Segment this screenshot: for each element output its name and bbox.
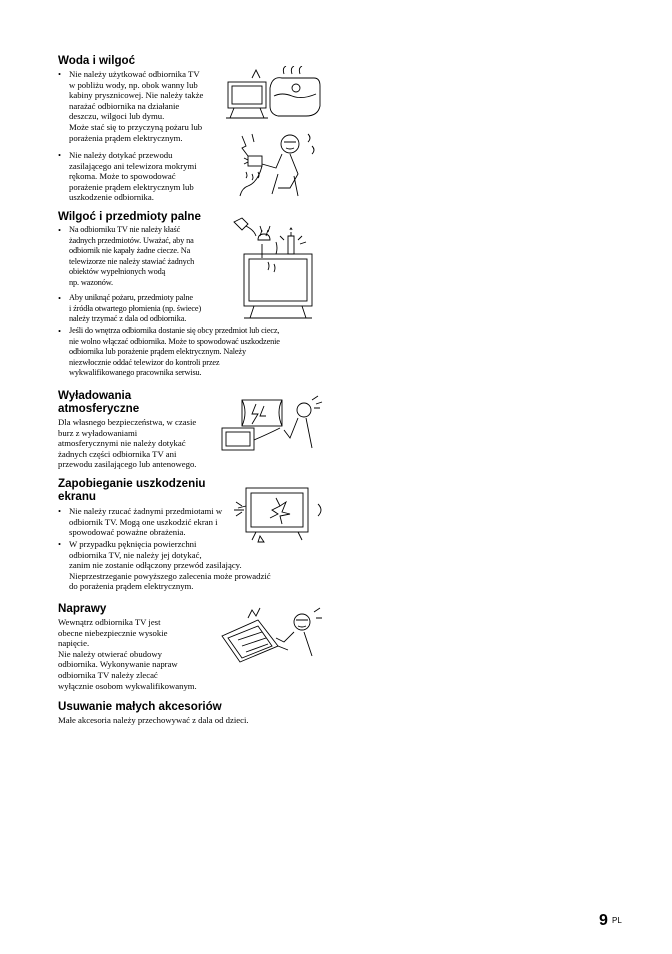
lightning-paragraph: Dla własnego bezpieczeństwa, w czasie burz z wyładowaniami atmosferycznymi nie należy dotykać żadnych części odbiornika TV ani przewodu zasilającego lub antenowego. xyxy=(58,417,197,470)
language-code: PL xyxy=(612,916,622,925)
storm-tv-illustration xyxy=(218,394,324,458)
list-item xyxy=(58,69,233,143)
list-item-text: W przypadku pęknięcia powierzchni odbiornika TV, nie należy jej dotykać, zanim nie zostanie odłączony przewód zasilający. Nieprzestrzeganie powyższego zalecenia może prowadzić do porażenia prądem elektrycznym. xyxy=(69,539,271,592)
list-item-text: Nie należy użytkować odbiornika TV w pobliżu wody, np. obok wanny lub kabiny prysznicowej. Nie należy także narażać odbiornika na działanie deszczu, wilgoci lub dymu. Może stać się to przyczyną pożaru lub porażenia prądem elektrycznym. xyxy=(69,69,204,143)
section-title-lightning-line2: atmosferyczne xyxy=(58,402,140,415)
section-title-screen-line2: ekranu xyxy=(58,490,97,503)
section-title-water: Woda i wilgoć xyxy=(58,54,136,67)
list-item xyxy=(58,326,328,379)
section-title-flammable: Wilgoć i przedmioty palne xyxy=(58,210,201,223)
repairs-paragraph: Wewnątrz odbiornika TV jest obecne niebezpiecznie wysokie napięcie. Nie należy otwierać obudowy odbiornika. Wykonywanie napraw odbiornika TV należy zlecać wyłącznie osobom wykwalifikowanym. xyxy=(58,617,197,691)
bullet: • xyxy=(58,539,62,549)
tv-near-bathtub-illustration xyxy=(222,66,322,128)
bullet: • xyxy=(58,150,62,160)
list-item-text: Aby uniknąć pożaru, przedmioty palne i źródła otwartego płomienia (np. świece) należy trzymać z dala od odbiornika. xyxy=(69,293,202,324)
list-item-text: Na odbiorniku TV nie należy kłaść żadnych przedmiotów. Uważać, aby na odbiornik nie kapały żadne ciecze. Na telewizorze nie należy stawiać żadnych obiektów wypełnionych wodą np. wazonów. xyxy=(69,225,195,287)
section-title-lightning: Wyładowania xyxy=(58,389,132,402)
section-title-repairs: Naprawy xyxy=(58,602,107,615)
list-item-text: Nie należy dotykać przewodu zasilającego ani telewizora mokrymi rękoma. Może to spowodować porażenie prądem elektrycznym lub uszkodzenie odbiornika. xyxy=(69,150,197,203)
bullet: • xyxy=(58,326,62,336)
section-title-screen: Zapobieganie uszkodzeniu xyxy=(58,477,206,490)
bullet: • xyxy=(58,69,62,79)
section-title-accessories: Usuwanie małych akcesoriów xyxy=(58,700,222,713)
list-item-text: Nie należy rzucać żadnymi przedmiotami w odbiornik TV. Mogą one uszkodzić ekran i spowodować poważne obrażenia. xyxy=(69,506,223,538)
bullet: • xyxy=(58,506,62,516)
bullet: • xyxy=(58,225,62,235)
bullet: • xyxy=(58,293,62,303)
tv-with-vase-candle-illustration xyxy=(232,214,316,322)
list-item xyxy=(58,293,233,325)
list-item xyxy=(58,150,233,203)
wet-hands-plug-illustration xyxy=(238,128,320,200)
list-item xyxy=(58,225,233,289)
page-number: 9 xyxy=(599,912,608,929)
accessories-paragraph: Małe akcesoria należy przechowywać z dala od dzieci. xyxy=(58,715,249,725)
repair-tv-illustration xyxy=(218,606,324,670)
list-item xyxy=(58,539,308,592)
broken-screen-illustration xyxy=(234,484,326,546)
list-item-text: Jeśli do wnętrza odbiornika dostanie się obcy przedmiot lub ciecz, nie wolno włączać odbiornika. Może to spowodować uszkodzenie odbiornika lub porażenie prądem elektrycznym. Należy niezwłocznie oddać telewizor do kontroli przez wykwalifikowanego pracownika serwisu. xyxy=(69,326,280,378)
